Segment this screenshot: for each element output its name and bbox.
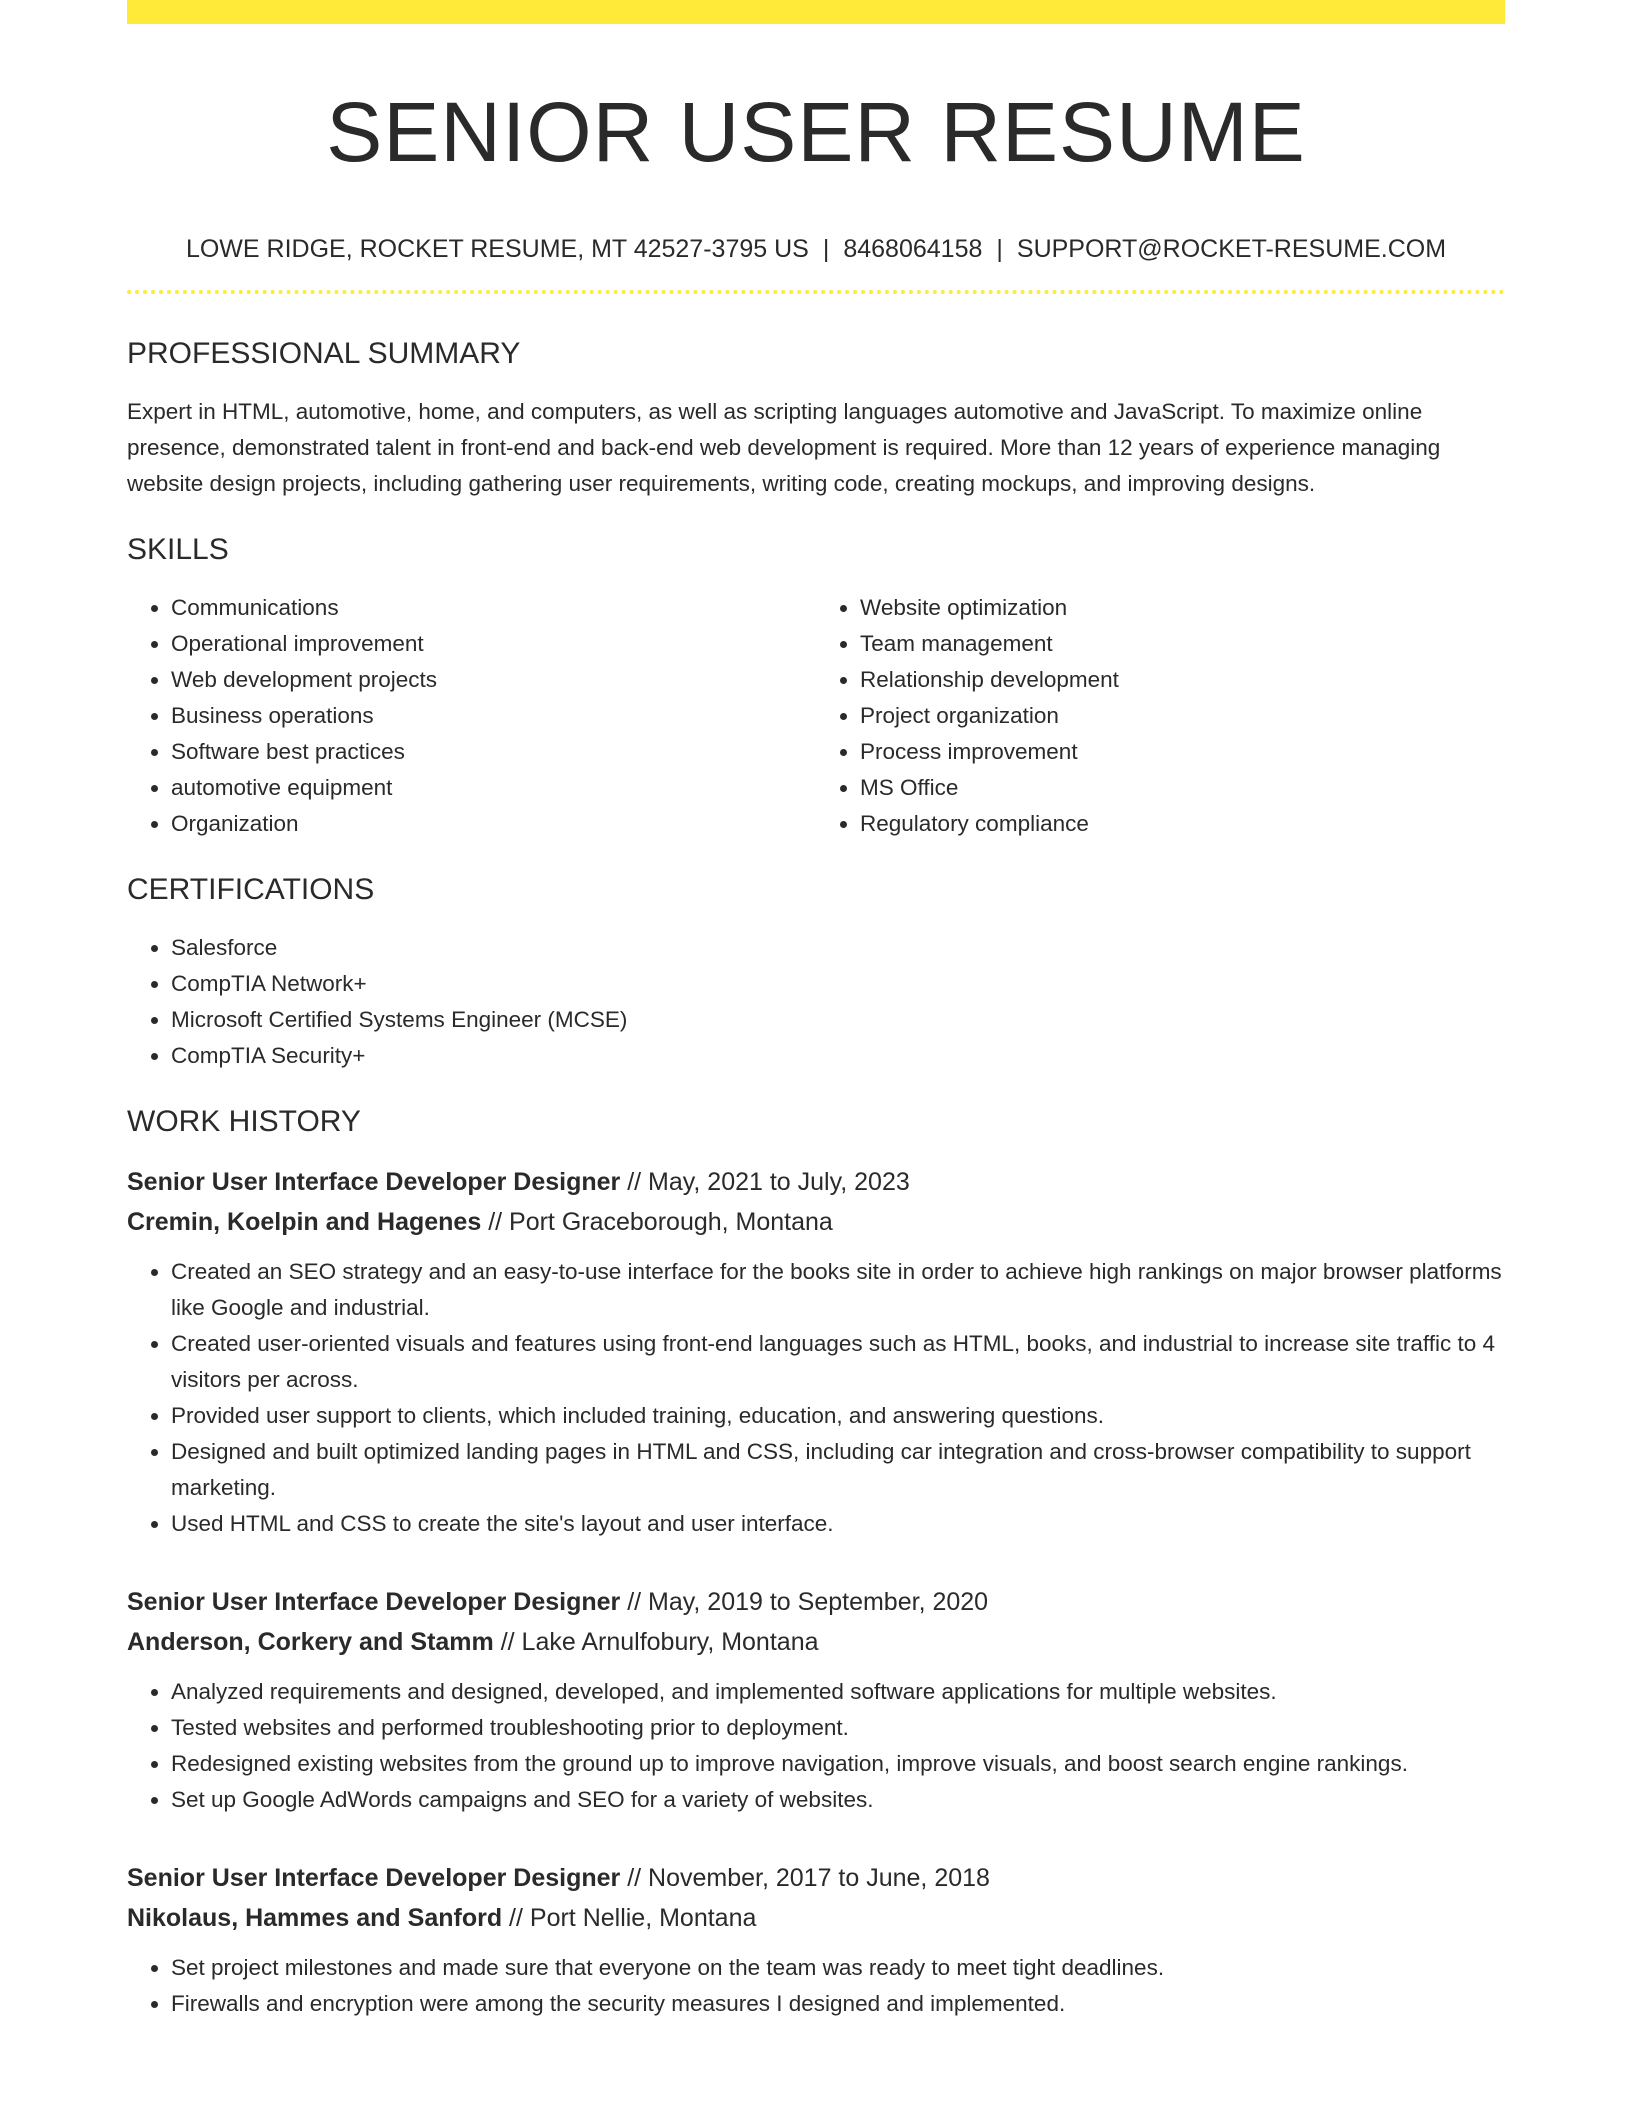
job-bullet: • Designed and built optimized landing pages in HTML and CSS, including car integration and cross-browser compatibility to support marketing. <box>171 1434 1505 1506</box>
job-role: Senior User Interface Developer Designer <box>127 1168 621 1196</box>
job-bullet: • Analyzed requirements and designed, developed, and implemented software applications for multiple websites. <box>171 1674 1505 1710</box>
job-company: Anderson, Corkery and Stamm <box>127 1628 494 1656</box>
email: SUPPORT@ROCKET-RESUME.COM <box>1016 235 1447 263</box>
skill-item: • Operational improvement <box>171 626 816 662</box>
job-company: Nikolaus, Hammes and Sanford <box>127 1904 503 1932</box>
job-bullets <box>127 1950 1505 2022</box>
skill-item: • Business operations <box>171 698 816 734</box>
certifications-heading: CERTIFICATIONS <box>127 873 375 906</box>
job-entry <box>127 1858 1505 2022</box>
job-dates: // November, 2017 to June, 2018 <box>620 1864 990 1892</box>
contact-separator: | <box>996 235 1003 263</box>
job-bullet: • Created user-oriented visuals and features using front-end languages such as HTML, books, and industrial to increase site traffic to 4 visitors per across. <box>171 1326 1505 1398</box>
job-bullet: • Created an SEO strategy and an easy-to-use interface for the books site in order to achieve high rankings on major browser platforms like Google and industrial. <box>171 1254 1505 1326</box>
job-bullet: • Redesigned existing websites from the ground up to improve navigation, improve visuals, and boost search engine rankings. <box>171 1746 1505 1782</box>
certification-item: • CompTIA Network+ <box>171 966 1505 1002</box>
skill-item: • Team management <box>860 626 1505 662</box>
certification-item: • Microsoft Certified Systems Engineer (MCSE) <box>171 1002 1505 1038</box>
job-bullet: • Set up Google AdWords campaigns and SEO for a variety of websites. <box>171 1782 1505 1818</box>
job-location: // Lake Arnulfobury, Montana <box>493 1628 819 1656</box>
job-role: Senior User Interface Developer Designer <box>127 1864 621 1892</box>
skill-item: • Web development projects <box>171 662 816 698</box>
summary-heading: PROFESSIONAL SUMMARY <box>127 337 521 370</box>
contact-line <box>127 234 1505 264</box>
job-company-line <box>127 1622 1505 1662</box>
phone: 8468064158 <box>843 235 983 263</box>
job-role-line <box>127 1582 1505 1622</box>
skill-item: • Organization <box>171 806 816 842</box>
job-entry <box>127 1162 1505 1542</box>
skills-columns <box>127 590 1505 842</box>
certification-item: • CompTIA Security+ <box>171 1038 1505 1074</box>
job-location: // Port Graceborough, Montana <box>481 1208 833 1236</box>
job-role: Senior User Interface Developer Designer <box>127 1588 621 1616</box>
job-company: Cremin, Koelpin and Hagenes <box>127 1208 482 1236</box>
job-role-line <box>127 1858 1505 1898</box>
job-bullet: • Tested websites and performed troubleshooting prior to deployment. <box>171 1710 1505 1746</box>
resume-page <box>127 0 1505 2022</box>
job-role-line <box>127 1162 1505 1202</box>
work-history-heading: WORK HISTORY <box>127 1105 361 1138</box>
skill-item: • Communications <box>171 590 816 626</box>
job-company-line <box>127 1898 1505 1938</box>
job-bullet: • Provided user support to clients, which included training, education, and answering questions. <box>171 1398 1505 1434</box>
skill-item: • automotive equipment <box>171 770 816 806</box>
skills-heading: SKILLS <box>127 533 229 566</box>
job-bullets <box>127 1254 1505 1542</box>
job-dates: // May, 2021 to July, 2023 <box>620 1168 910 1196</box>
certification-item: • Salesforce <box>171 930 1505 966</box>
resume-title: SENIOR USER RESUME <box>326 85 1306 179</box>
dotted-divider <box>127 290 1505 294</box>
contact-separator: | <box>822 235 830 263</box>
job-location: // Port Nellie, Montana <box>502 1904 757 1932</box>
job-entry <box>127 1582 1505 1818</box>
skill-item: • Project organization <box>860 698 1505 734</box>
job-bullet: • Firewalls and encryption were among the security measures I designed and implemented. <box>171 1986 1505 2022</box>
job-bullet: • Set project milestones and made sure that everyone on the team was ready to meet tight deadlines. <box>171 1950 1505 1986</box>
job-dates: // May, 2019 to September, 2020 <box>620 1588 989 1616</box>
summary-text: Expert in HTML, automotive, home, and computers, as well as scripting languages automotive and JavaScript. To maximize online presence, demonstrated talent in front-end and back-end web development is required. More than 12 years of experience managing website design projects, including gathering user requirements, writing code, creating mockups, and improving designs. <box>127 399 1441 496</box>
job-bullet: • Used HTML and CSS to create the site's layout and user interface. <box>171 1506 1505 1542</box>
skill-item: • MS Office <box>860 770 1505 806</box>
accent-bar <box>127 0 1505 24</box>
skill-item: • Website optimization <box>860 590 1505 626</box>
certifications-list <box>127 930 1505 1074</box>
address: LOWE RIDGE, ROCKET RESUME, MT 42527-3795 US <box>185 235 809 263</box>
job-bullets <box>127 1674 1505 1818</box>
skills-list-right <box>816 590 1505 842</box>
job-company-line <box>127 1202 1505 1242</box>
skill-item: • Relationship development <box>860 662 1505 698</box>
skill-item: • Software best practices <box>171 734 816 770</box>
skill-item: • Regulatory compliance <box>860 806 1505 842</box>
skills-list-left <box>127 590 816 842</box>
skill-item: • Process improvement <box>860 734 1505 770</box>
